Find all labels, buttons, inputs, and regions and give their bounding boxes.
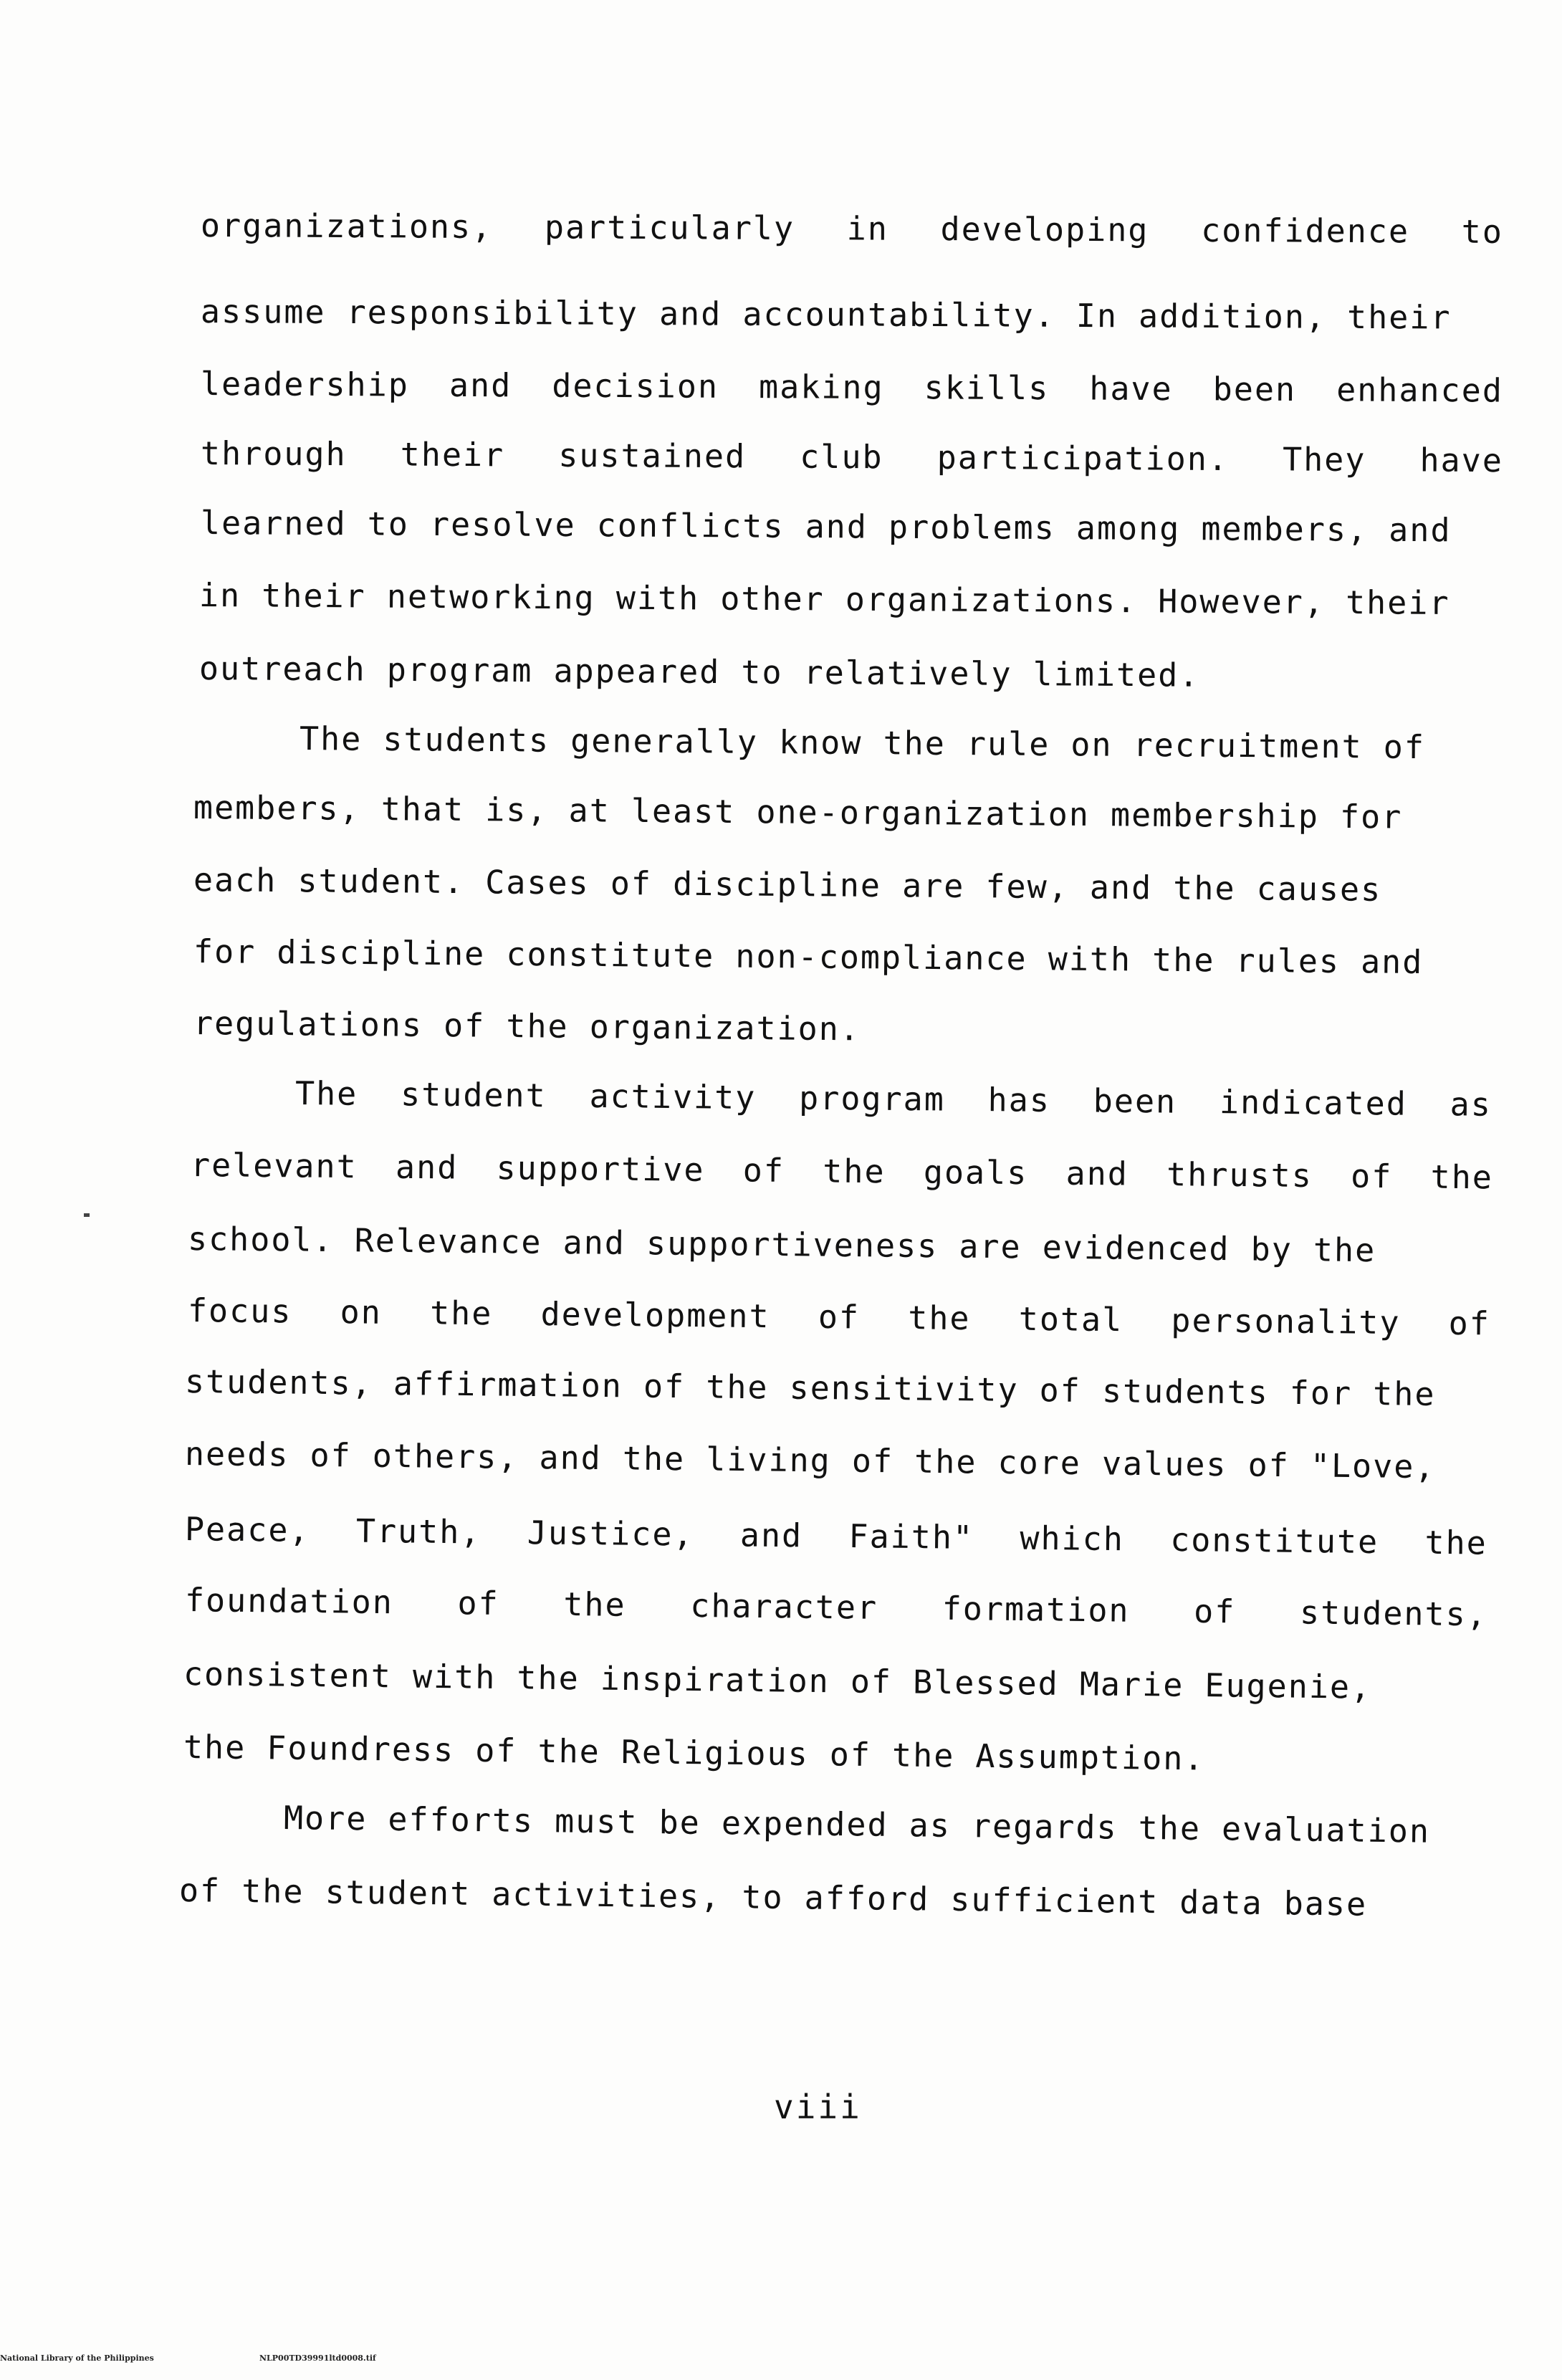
text-line [184, 1581, 1488, 1634]
text-line [200, 434, 1504, 480]
word: the [429, 1294, 493, 1333]
word: of [742, 1151, 785, 1190]
word: have [1089, 369, 1173, 408]
text-line: assume responsibility and accountability. In addition, their [200, 292, 1452, 337]
text-line: regulations of the organization. [193, 1004, 861, 1048]
text-line: students, affirmation of the sensitivity of students for the [184, 1362, 1436, 1413]
word: developing [940, 210, 1149, 249]
word: personality [1171, 1301, 1401, 1342]
word: The [294, 1074, 358, 1113]
word: as [1450, 1085, 1492, 1124]
word: focus [187, 1291, 292, 1331]
word: particularly [544, 208, 795, 248]
word: constitute [1169, 1520, 1379, 1562]
word: skills [924, 368, 1050, 408]
word: organizations, [200, 206, 493, 246]
word: indicated [1219, 1083, 1408, 1123]
word: of [1448, 1304, 1491, 1343]
word: and [449, 365, 512, 405]
word: club [800, 437, 883, 477]
page-number: viii [774, 2088, 862, 2126]
word: program [798, 1079, 946, 1119]
word: to [1461, 212, 1504, 251]
word: foundation [184, 1581, 394, 1622]
word: the [563, 1585, 626, 1624]
scan-speck [84, 1213, 90, 1217]
text-line: More efforts must be expended as regards the evaluation [283, 1799, 1431, 1850]
text-line: needs of others, and the living of the core values of "Love, [184, 1435, 1436, 1486]
word: supportive [496, 1149, 705, 1189]
word: Faith" [848, 1517, 974, 1557]
word: been [1093, 1081, 1177, 1121]
word: thrusts [1166, 1155, 1313, 1195]
word: Peace, [184, 1510, 310, 1549]
text-line: consistent with the inspiration of Blessed Marie Eugenie, [183, 1655, 1372, 1706]
word: which [1020, 1519, 1125, 1559]
footer-filename: NLP00TD39991ltd0008.tif [259, 2353, 376, 2363]
word: of [457, 1584, 500, 1622]
word: the [1424, 1523, 1488, 1562]
word: and [1065, 1154, 1129, 1193]
text-line: outreach program appeared to relatively limited. [198, 649, 1200, 694]
word: their [400, 435, 505, 474]
text-line: school. Relevance and supportiveness are evidenced by the [187, 1220, 1376, 1270]
text-line [184, 1510, 1488, 1562]
word: confidence [1201, 211, 1410, 251]
word: They [1282, 440, 1366, 479]
word: sustained [558, 436, 747, 476]
word: enhanced [1336, 371, 1504, 410]
word: the [823, 1152, 886, 1191]
word: goals [923, 1152, 1028, 1193]
word: development [540, 1294, 770, 1336]
word: in [846, 209, 889, 248]
word: the [907, 1299, 971, 1338]
word: been [1212, 370, 1297, 409]
word: of [1350, 1157, 1393, 1196]
word: total [1018, 1299, 1123, 1339]
word: participation. [936, 438, 1230, 479]
word: the [1430, 1157, 1494, 1197]
word: students, [1299, 1593, 1488, 1634]
word: of [818, 1297, 861, 1337]
word: relevant [190, 1146, 358, 1186]
word: have [1419, 441, 1504, 480]
word: through [200, 434, 347, 474]
text-line [187, 1291, 1491, 1343]
text-line: for discipline constitute non-compliance with the rules and [193, 932, 1424, 981]
text-line: the Foundress of the Religious of the Assumption. [183, 1728, 1205, 1778]
text-line [200, 365, 1504, 410]
scan-footer [0, 2352, 1562, 2365]
word: decision [552, 366, 719, 406]
word: and [739, 1516, 803, 1555]
footer-library: National Library of the Philippines [0, 2353, 154, 2363]
word: Truth, [355, 1511, 481, 1552]
word: student [400, 1075, 547, 1115]
text-line: The students generally know the rule on recruitment of [299, 720, 1426, 767]
word: of [1193, 1592, 1236, 1631]
text-line: in their networking with other organizations. However, their [198, 576, 1450, 622]
text-line: each student. Cases of discipline are few, and the causes [193, 861, 1382, 909]
word: making [758, 368, 884, 406]
word: on [340, 1293, 383, 1332]
word: and [395, 1147, 459, 1187]
text-line [190, 1146, 1494, 1197]
word: Justice, [527, 1514, 694, 1554]
text-line: members, that is, at least one-organization membership for [193, 788, 1403, 836]
text-line [294, 1074, 1492, 1124]
text-line: learned to resolve conflicts and problems among members, and [200, 504, 1452, 550]
word: character [689, 1586, 878, 1627]
word: leadership [200, 365, 410, 404]
word: has [987, 1081, 1051, 1119]
text-line [200, 206, 1504, 251]
word: formation [941, 1589, 1130, 1630]
word: activity [589, 1076, 757, 1117]
text-line: of the student activities, to afford sufficient data base [178, 1871, 1368, 1923]
